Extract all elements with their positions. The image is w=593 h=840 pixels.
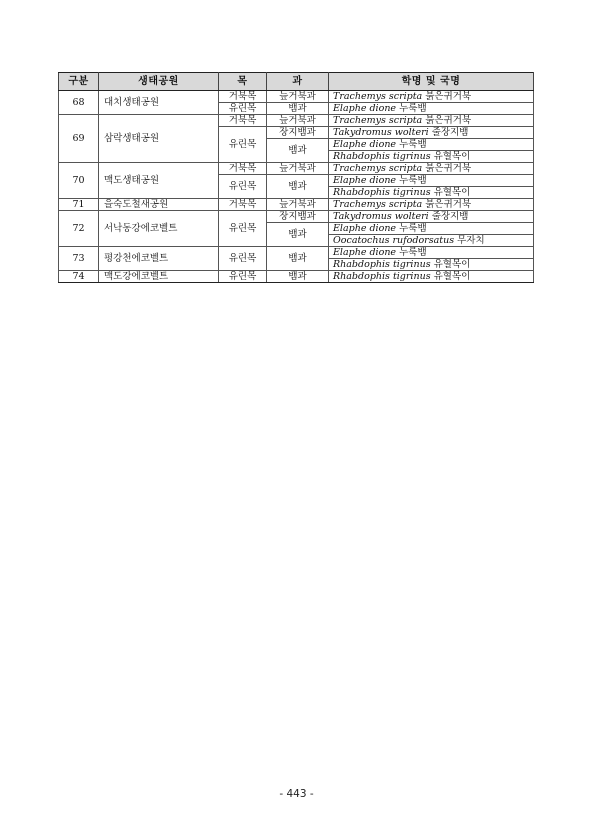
cell-family: 늪거북과	[267, 91, 329, 103]
scientific-name: Rhabdophis tigrinus	[333, 270, 431, 282]
cell-family: 뱀과	[267, 103, 329, 115]
korean-name: 붉은귀거북	[425, 162, 472, 174]
cell-order: 거북목	[219, 163, 267, 175]
korean-name: 누룩뱀	[399, 102, 427, 114]
cell-no: 70	[59, 163, 99, 199]
scientific-name: Rhabdophis tigrinus	[333, 258, 431, 270]
page-number: - 443 -	[279, 788, 314, 800]
scientific-name: Trachemys scripta	[333, 198, 423, 210]
table-row	[59, 247, 534, 259]
cell-order: 거북목	[219, 199, 267, 211]
scientific-name: Takydromus wolteri	[333, 126, 429, 138]
cell-species	[329, 187, 534, 199]
cell-family: 늪거북과	[267, 115, 329, 127]
korean-name: 붉은귀거북	[425, 90, 472, 102]
cell-species	[329, 163, 534, 175]
cell-order: 유린목	[219, 271, 267, 283]
scientific-name: Elaphe dione	[333, 174, 397, 186]
header-family: 과	[267, 73, 329, 91]
cell-order: 유린목	[219, 175, 267, 199]
table-row	[59, 91, 534, 103]
korean-name: 유혈목이	[433, 150, 471, 162]
table-row	[59, 211, 534, 223]
cell-no: 71	[59, 199, 99, 211]
scientific-name: Trachemys scripta	[333, 162, 423, 174]
cell-park: 맥도생태공원	[99, 163, 219, 199]
table-row	[59, 163, 534, 175]
korean-name: 누룩뱀	[399, 222, 427, 234]
korean-name: 누룩뱀	[399, 174, 427, 186]
header-park: 생태공원	[99, 73, 219, 91]
korean-name: 무자치	[457, 234, 485, 246]
scientific-name: Elaphe dione	[333, 102, 397, 114]
scientific-name: Trachemys scripta	[333, 114, 423, 126]
table-header-row	[59, 73, 534, 91]
scientific-name: Elaphe dione	[333, 222, 397, 234]
korean-name: 유혈목이	[433, 186, 471, 198]
scientific-name: Rhabdophis tigrinus	[333, 150, 431, 162]
cell-family: 뱀과	[267, 271, 329, 283]
korean-name: 누룩뱀	[399, 138, 427, 150]
cell-species	[329, 151, 534, 163]
cell-species	[329, 127, 534, 139]
table-row	[59, 199, 534, 211]
cell-species	[329, 103, 534, 115]
cell-family: 뱀과	[267, 223, 329, 247]
korean-name: 유혈목이	[433, 270, 471, 282]
cell-species	[329, 259, 534, 271]
cell-order: 유린목	[219, 247, 267, 271]
cell-family: 뱀과	[267, 247, 329, 271]
cell-family: 늪거북과	[267, 163, 329, 175]
cell-park: 대치생태공원	[99, 91, 219, 115]
cell-species	[329, 211, 534, 223]
header-order: 목	[219, 73, 267, 91]
cell-park: 평강천에코벨트	[99, 247, 219, 271]
cell-no: 68	[59, 91, 99, 115]
korean-name: 줄장지뱀	[431, 126, 469, 138]
cell-family: 장지뱀과	[267, 211, 329, 223]
cell-family: 늪거북과	[267, 199, 329, 211]
header-sci: 학명 및 국명	[329, 73, 534, 91]
korean-name: 붉은귀거북	[425, 198, 472, 210]
cell-species	[329, 199, 534, 211]
cell-family: 뱀과	[267, 175, 329, 199]
cell-species	[329, 247, 534, 259]
korean-name: 줄장지뱀	[431, 210, 469, 222]
korean-name: 붉은귀거북	[425, 114, 472, 126]
cell-species	[329, 91, 534, 103]
header-no: 구분	[59, 73, 99, 91]
scientific-name: Oocatochus rufodorsatus	[333, 234, 455, 246]
cell-species	[329, 223, 534, 235]
cell-park: 삼락생태공원	[99, 115, 219, 163]
cell-order: 거북목	[219, 115, 267, 127]
cell-park: 맥도강에코벨트	[99, 271, 219, 283]
cell-no: 74	[59, 271, 99, 283]
cell-no: 72	[59, 211, 99, 247]
cell-order: 거북목	[219, 91, 267, 103]
scientific-name: Takydromus wolteri	[333, 210, 429, 222]
cell-family: 장지뱀과	[267, 127, 329, 139]
cell-family: 뱀과	[267, 139, 329, 163]
species-table	[58, 72, 534, 283]
cell-order: 유린목	[219, 127, 267, 163]
scientific-name: Elaphe dione	[333, 138, 397, 150]
korean-name: 누룩뱀	[399, 246, 427, 258]
cell-species	[329, 235, 534, 247]
table-row	[59, 115, 534, 127]
korean-name: 유혈목이	[433, 258, 471, 270]
cell-order: 유린목	[219, 211, 267, 247]
cell-species	[329, 271, 534, 283]
cell-species	[329, 115, 534, 127]
cell-species	[329, 139, 534, 151]
cell-no: 69	[59, 115, 99, 163]
cell-species	[329, 175, 534, 187]
cell-park: 을숙도철새공원	[99, 199, 219, 211]
cell-no: 73	[59, 247, 99, 271]
scientific-name: Trachemys scripta	[333, 90, 423, 102]
scientific-name: Elaphe dione	[333, 246, 397, 258]
table-row	[59, 271, 534, 283]
cell-order: 유린목	[219, 103, 267, 115]
cell-park: 서낙동강에코벨트	[99, 211, 219, 247]
scientific-name: Rhabdophis tigrinus	[333, 186, 431, 198]
